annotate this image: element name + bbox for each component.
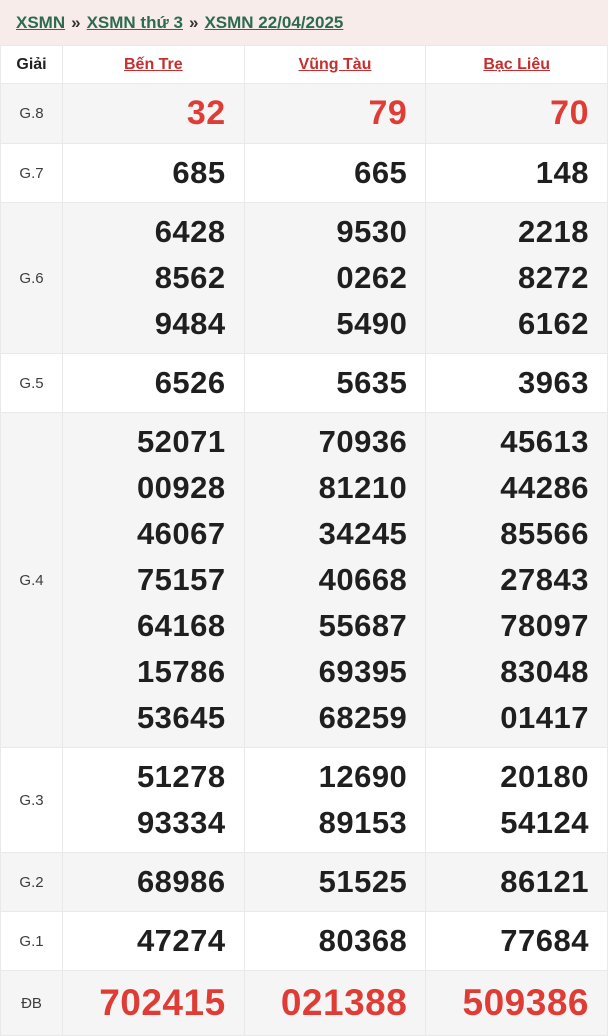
- result-number: 89153: [318, 805, 408, 840]
- result-cell: [63, 203, 245, 354]
- result-cell: [426, 354, 608, 413]
- province-link-bac-lieu[interactable]: Bạc Liêu: [483, 55, 550, 73]
- result-number: 8272: [518, 260, 589, 295]
- result-number: 9530: [336, 214, 408, 249]
- result-cell: [426, 853, 608, 912]
- result-cell: [244, 853, 426, 912]
- result-cell: [63, 413, 245, 748]
- result-number: 32: [186, 94, 226, 132]
- result-number: 80368: [318, 923, 408, 958]
- result-cell: [426, 144, 608, 203]
- prize-label: G.7: [1, 144, 63, 203]
- result-cell: [426, 748, 608, 853]
- result-cell: [244, 144, 426, 203]
- result-cell: [244, 748, 426, 853]
- result-cell: [426, 84, 608, 144]
- result-number: 70: [550, 94, 589, 132]
- result-number: 77684: [500, 923, 589, 958]
- table-header-row: [1, 46, 608, 84]
- prize-label: G.2: [1, 853, 63, 912]
- result-number: 40668: [318, 562, 408, 597]
- result-number: 021388: [280, 982, 408, 1023]
- result-number: 53645: [136, 700, 226, 735]
- result-number: 509386: [462, 982, 589, 1023]
- prize-label: G.5: [1, 354, 63, 413]
- result-number: 64168: [136, 608, 226, 643]
- result-number: 6162: [518, 306, 589, 341]
- prize-row-g4: [1, 413, 608, 748]
- result-number: 44286: [500, 470, 589, 505]
- result-number: 665: [354, 155, 408, 190]
- result-number: 45613: [500, 424, 589, 459]
- result-number: 20180: [500, 759, 589, 794]
- breadcrumb-separator-icon: »: [188, 13, 199, 32]
- prize-row-g8: [1, 84, 608, 144]
- result-number: 702415: [99, 982, 226, 1023]
- result-number: 34245: [318, 516, 408, 551]
- prize-label: ĐB: [1, 971, 63, 1036]
- province-header-cell: [244, 46, 426, 84]
- result-number: 93334: [136, 805, 226, 840]
- breadcrumb-link-xsmn[interactable]: XSMN: [16, 13, 66, 32]
- result-cell: [63, 748, 245, 853]
- result-number: 78097: [500, 608, 589, 643]
- result-number: 01417: [500, 700, 589, 735]
- province-link-vung-tau[interactable]: Vũng Tàu: [298, 55, 372, 73]
- result-cell: [63, 853, 245, 912]
- result-number: 5635: [336, 365, 408, 400]
- result-cell: [426, 413, 608, 748]
- result-cell: [244, 203, 426, 354]
- prize-label: G.4: [1, 413, 63, 748]
- result-cell: [63, 84, 245, 144]
- result-cell: [244, 971, 426, 1036]
- lottery-results-table: [0, 45, 608, 1036]
- result-number: 2218: [518, 214, 589, 249]
- result-number: 69395: [318, 654, 408, 689]
- result-number: 85566: [500, 516, 589, 551]
- result-number: 3963: [518, 365, 589, 400]
- result-number: 8562: [154, 260, 226, 295]
- result-number: 54124: [500, 805, 589, 840]
- result-number: 12690: [318, 759, 408, 794]
- result-number: 9484: [154, 306, 226, 341]
- result-number: 15786: [136, 654, 226, 689]
- result-number: 148: [535, 155, 589, 190]
- result-number: 685: [172, 155, 226, 190]
- result-number: 6526: [154, 365, 226, 400]
- province-header-cell: [63, 46, 245, 84]
- result-number: 55687: [318, 608, 408, 643]
- result-cell: [63, 912, 245, 971]
- breadcrumb-link-xsmn-thu-3[interactable]: XSMN thứ 3: [86, 13, 183, 32]
- prize-row-g7: [1, 144, 608, 203]
- result-cell: [426, 912, 608, 971]
- result-number: 81210: [318, 470, 408, 505]
- result-cell: [244, 413, 426, 748]
- result-number: 6428: [154, 214, 226, 249]
- result-number: 47274: [136, 923, 226, 958]
- prize-label: G.6: [1, 203, 63, 354]
- result-cell: [63, 971, 245, 1036]
- result-number: 51525: [318, 864, 408, 899]
- result-number: 86121: [500, 864, 589, 899]
- result-cell: [244, 912, 426, 971]
- result-number: 70936: [318, 424, 408, 459]
- prize-row-g5: [1, 354, 608, 413]
- prize-row-g2: [1, 853, 608, 912]
- result-cell: [244, 354, 426, 413]
- breadcrumb-link-xsmn-date[interactable]: XSMN 22/04/2025: [204, 13, 344, 32]
- result-cell: [244, 84, 426, 144]
- prize-row-g6: [1, 203, 608, 354]
- prize-row-g1: [1, 912, 608, 971]
- result-cell: [426, 203, 608, 354]
- result-number: 68259: [318, 700, 408, 735]
- prize-column-header: Giải: [1, 46, 63, 84]
- result-number: 46067: [136, 516, 226, 551]
- prize-label: G.8: [1, 84, 63, 144]
- province-header-cell: [426, 46, 608, 84]
- result-cell: [426, 971, 608, 1036]
- prize-label: G.3: [1, 748, 63, 853]
- result-number: 52071: [136, 424, 226, 459]
- prize-row-g3: [1, 748, 608, 853]
- result-number: 0262: [336, 260, 408, 295]
- result-cell: [63, 144, 245, 203]
- result-number: 68986: [136, 864, 226, 899]
- result-number: 75157: [136, 562, 226, 597]
- result-number: 79: [368, 94, 408, 132]
- result-number: 27843: [500, 562, 589, 597]
- breadcrumb: [0, 0, 608, 45]
- result-number: 83048: [500, 654, 589, 689]
- result-cell: [63, 354, 245, 413]
- result-number: 5490: [336, 306, 408, 341]
- result-number: 51278: [136, 759, 226, 794]
- prize-row-đb: [1, 971, 608, 1036]
- breadcrumb-separator-icon: »: [71, 13, 81, 32]
- prize-label: G.1: [1, 912, 63, 971]
- result-number: 00928: [136, 470, 226, 505]
- province-link-ben-tre[interactable]: Bến Tre: [123, 55, 183, 73]
